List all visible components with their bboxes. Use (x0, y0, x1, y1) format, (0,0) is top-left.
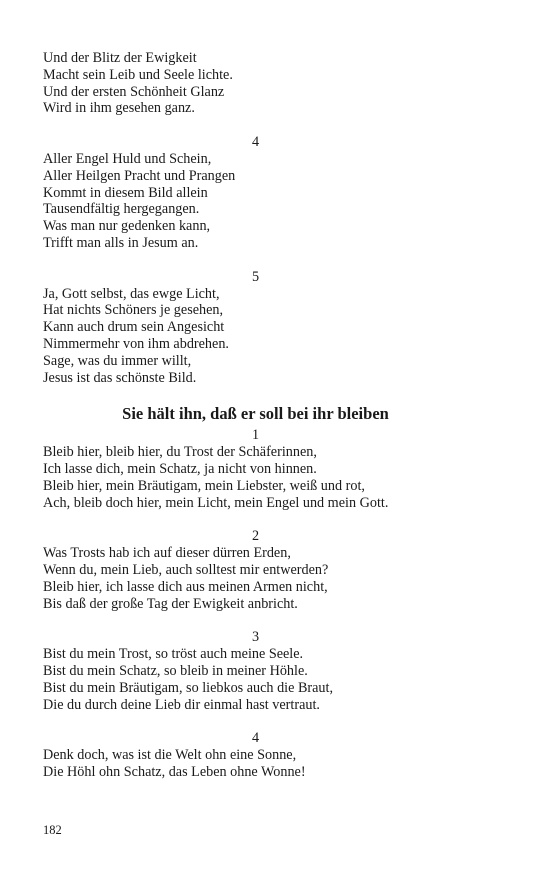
verse-line: Sage, was du immer willt, (43, 352, 192, 369)
verse-line: Macht sein Leib und Seele lichte. (43, 66, 233, 83)
poem-title: Sie hält ihn, daß er soll bei ihr bleiben (122, 404, 389, 424)
verse-line: Hat nichts Schöners je gesehen, (43, 302, 224, 319)
stanza-2 (43, 528, 513, 612)
verse-line: Denk doch, was ist die Welt ohn eine Sonne, (43, 747, 297, 764)
verse-line: Was man nur gedenken kann, (43, 218, 211, 235)
verse-line: Ja, Gott selbst, das ewge Licht, (43, 285, 220, 302)
verse-line: Aller Engel Huld und Schein, (43, 150, 212, 167)
verse-line: Aller Heilgen Pracht und Prangen (43, 167, 236, 184)
verse-line: Bleib hier, bleib hier, du Trost der Schäferinnen, (43, 444, 317, 461)
stanza-1 (43, 427, 513, 511)
verse-line: Und der ersten Schönheit Glanz (43, 83, 225, 100)
verse-line: Kommt in diesem Bild allein (43, 184, 208, 201)
verse-line: Bis daß der große Tag der Ewigkeit anbricht. (43, 595, 298, 612)
verse-line: Nimmermehr von ihm abdrehen. (43, 335, 229, 352)
verse-line: Bist du mein Schatz, so bleib in meiner Höhle. (43, 662, 308, 679)
stanza-number: 4 (251, 730, 260, 747)
stanza-4 (43, 134, 513, 252)
verse-line: Ach, bleib doch hier, mein Licht, mein Engel und mein Gott. (43, 494, 389, 511)
verse-line: Die du durch deine Lieb dir einmal hast vertraut. (43, 696, 320, 713)
verse-line: Bist du mein Bräutigam, so liebkos auch die Braut, (43, 679, 334, 696)
page-body (43, 50, 513, 781)
verse-line: Trifft man alls in Jesum an. (43, 234, 199, 251)
verse-line: Und der Blitz der Ewigkeit (43, 50, 197, 66)
verse-line: Die Höhl ohn Schatz, das Leben ohne Wonne! (43, 763, 306, 780)
stanza-3 (43, 629, 513, 713)
verse-line: Bleib hier, mein Bräutigam, mein Liebster, weiß und rot, (43, 477, 365, 494)
stanza-number: 1 (251, 427, 260, 444)
stanza-number: 2 (251, 528, 260, 545)
verse-line: Kann auch drum sein Angesicht (43, 319, 225, 336)
verse-line: Wird in ihm gesehen ganz. (43, 100, 195, 117)
verse-line: Ich lasse dich, mein Schatz, ja nicht von hinnen. (43, 460, 317, 477)
page-number: 182 (43, 823, 62, 837)
verse-line: Tausendfältig hergegangen. (43, 201, 200, 218)
stanza-continuation (43, 50, 513, 117)
verse-line: Bist du mein Trost, so tröst auch meine Seele. (43, 646, 304, 663)
stanza-number: 3 (251, 629, 260, 646)
verse-line: Jesus ist das schönste Bild. (43, 369, 197, 386)
verse-line: Wenn du, mein Lieb, auch solltest mir entwerden? (43, 561, 329, 578)
stanza-4-second-poem (43, 730, 513, 780)
stanza-5 (43, 269, 513, 387)
verse-line: Bleib hier, ich lasse dich aus meinen Armen nicht, (43, 578, 328, 595)
stanza-number: 4 (251, 134, 260, 151)
verse-line: Was Trosts hab ich auf dieser dürren Erden, (43, 545, 291, 562)
stanza-number: 5 (251, 268, 260, 285)
